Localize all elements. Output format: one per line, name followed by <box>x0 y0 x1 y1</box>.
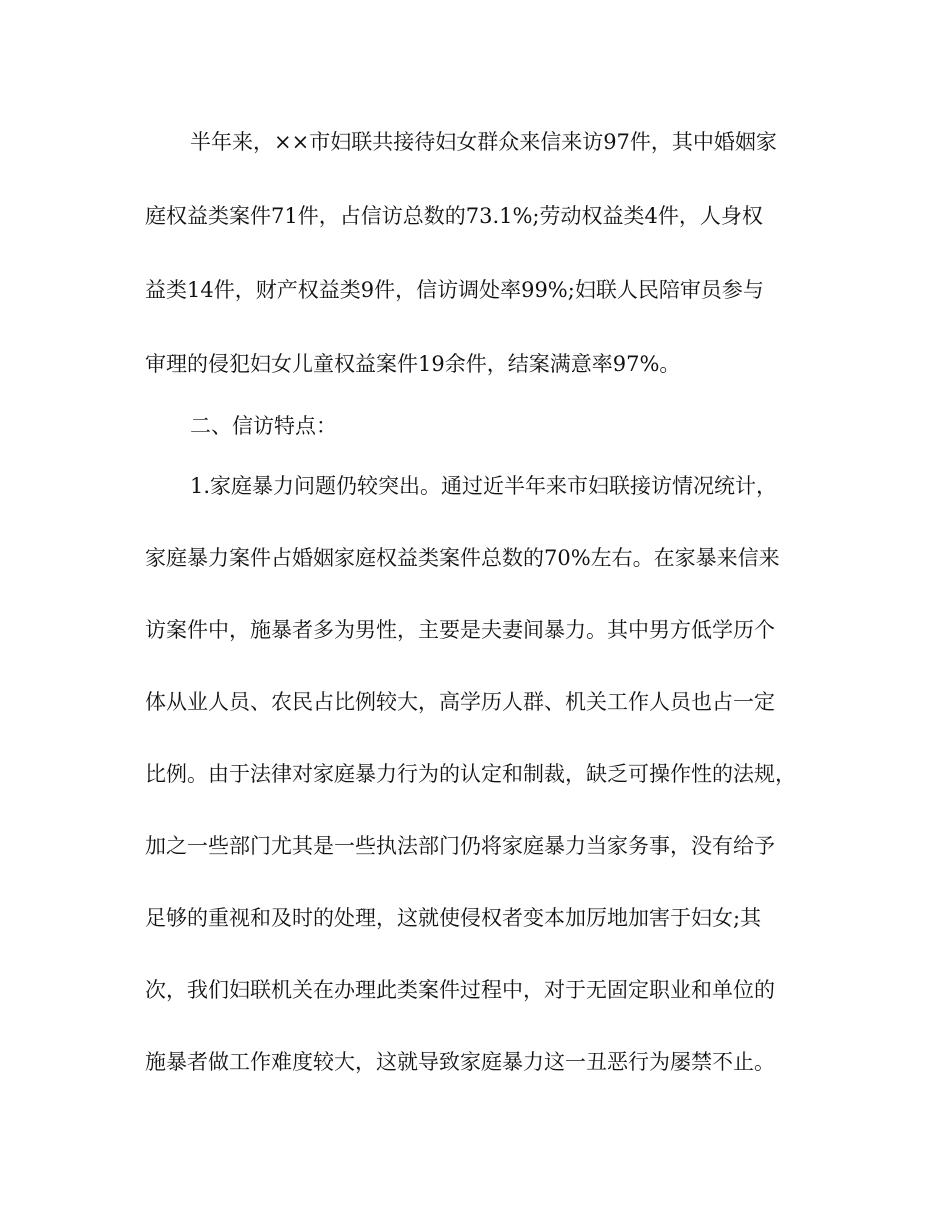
text-line: 半年来，××市妇联共接待妇女群众来信来访97件，其中婚姻家 <box>190 130 777 154</box>
text-line: 比例。由于法律对家庭暴力行为的认定和制裁，缺乏可操作性的法规， <box>145 762 796 786</box>
text-line: 访案件中，施暴者多为男性，主要是夫妻间暴力。其中男方低学历个 <box>145 618 775 642</box>
text-line: 审理的侵犯妇女儿童权益案件19余件，结案满意率97%。 <box>145 352 681 376</box>
text-line: 庭权益类案件71件，占信访总数的73.1%;劳动权益类4件，人身权 <box>145 204 763 228</box>
text-line: 加之一些部门尤其是一些执法部门仍将家庭暴力当家务事，没有给予 <box>145 834 775 858</box>
text-line: 体从业人员、农民占比例较大，高学历人群、机关工作人员也占一定 <box>145 690 775 714</box>
text-line: 足够的重视和及时的处理，这就使侵权者变本加厉地加害于妇女;其 <box>145 906 762 930</box>
text-line: 施暴者做工作难度较大，这就导致家庭暴力这一丑恶行为屡禁不止。 <box>145 1050 775 1074</box>
text-line: 次，我们妇联机关在办理此类案件过程中，对于无固定职业和单位的 <box>145 978 775 1002</box>
text-line: 1.家庭暴力问题仍较突出。通过近半年来市妇联接访情况统计， <box>190 474 778 498</box>
text-line: 家庭暴力案件占婚姻家庭权益类案件总数的70%左右。在家暴来信来 <box>145 546 780 570</box>
heading-line: 二、信访特点： <box>190 414 337 438</box>
text-line: 益类14件，财产权益类9件，信访调处率99%;妇联人民陪审员参与 <box>145 278 764 302</box>
